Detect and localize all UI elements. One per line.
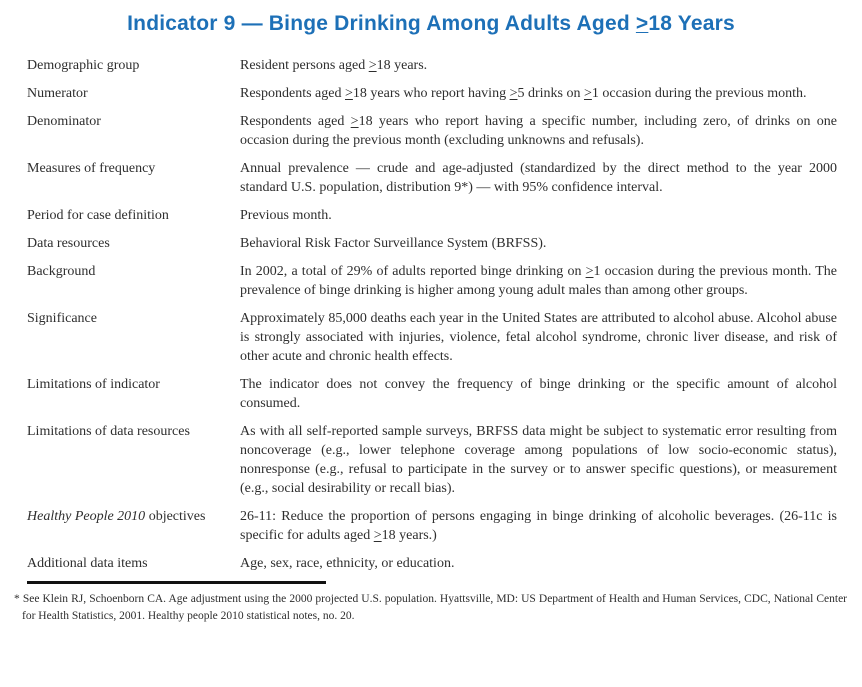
row-label: Limitations of indicator	[27, 377, 160, 392]
row-value: As with all self-reported sample surveys, BRFSS data might be subject to systematic error resulting from noncoverage (e.g., lower telephone coverage among populations of low socio-economic status), nonresponse (e.g., refusal to participate in the survey or to answer specific questions), or measurement (e.g., social desirability or recall bias).	[240, 424, 837, 496]
footnote	[14, 591, 847, 625]
footnote-text: See Klein RJ, Schoenborn CA. Age adjustment using the 2000 projected U.S. population. Hyattsville, MD: US Department of Health and Human Services, CDC, National Center for Health Statistics, 2001. Healthy people 2010 statistical notes, no. 20.	[22, 593, 848, 622]
row-value: Previous month.	[240, 208, 332, 223]
row-label: Background	[27, 264, 96, 279]
row-value: Respondents aged >18 years who report having a specific number, including zero, of drinks on one occasion during the previous month (excluding unknowns and refusals).	[240, 114, 837, 148]
row-label: Demographic group	[27, 58, 140, 73]
page	[0, 11, 862, 687]
row-label: Numerator	[27, 86, 88, 101]
row-label: Data resources	[27, 236, 110, 251]
row-label: Period for case definition	[27, 208, 169, 223]
row-value: In 2002, a total of 29% of adults reported binge drinking on >1 occasion during the previous month. The prevalence of binge drinking is higher among young adult males than among other groups.	[240, 264, 838, 298]
row-label: Denominator	[27, 114, 101, 129]
row-label: Additional data items	[27, 556, 148, 571]
definition-table	[27, 56, 837, 573]
page-title: Indicator 9 — Binge Drinking Among Adults Aged >18 Years	[127, 12, 735, 35]
row-value: Behavioral Risk Factor Surveillance System (BRFSS).	[240, 236, 547, 251]
row-value: Approximately 85,000 deaths each year in the United States are attributed to alcohol abuse. Alcohol abuse is strongly associated with injuries, violence, fetal alcohol syndrome, chronic liver disease, and risk of other acute and chronic health effects.	[240, 311, 837, 364]
row-label: Limitations of data resources	[27, 424, 190, 439]
row-value: The indicator does not convey the frequency of binge drinking or the specific amount of alcohol consumed.	[240, 377, 837, 411]
row-value: Respondents aged >18 years who report having >5 drinks on >1 occasion during the previous month.	[240, 86, 807, 101]
row-label	[27, 507, 240, 545]
row-value: Resident persons aged >18 years.	[240, 58, 428, 73]
row-label: Significance	[27, 311, 97, 326]
footnote-divider	[27, 581, 326, 584]
row-label-italic: Healthy People 2010	[27, 509, 146, 524]
footnote-marker: *	[14, 593, 20, 605]
row-label-rest: objectives	[145, 509, 206, 524]
row-value: Age, sex, race, ethnicity, or education.	[240, 556, 455, 571]
row-value: Annual prevalence — crude and age-adjusted (standardized by the direct method to the year 2000 standard U.S. population, distribution 9*) — with 95% confidence interval.	[240, 161, 837, 195]
row-label: Measures of frequency	[27, 161, 156, 176]
row-value: 26-11: Reduce the proportion of persons engaging in binge drinking of alcoholic beverages. (26-11c is specific for adults aged >18 years.)	[240, 509, 837, 543]
